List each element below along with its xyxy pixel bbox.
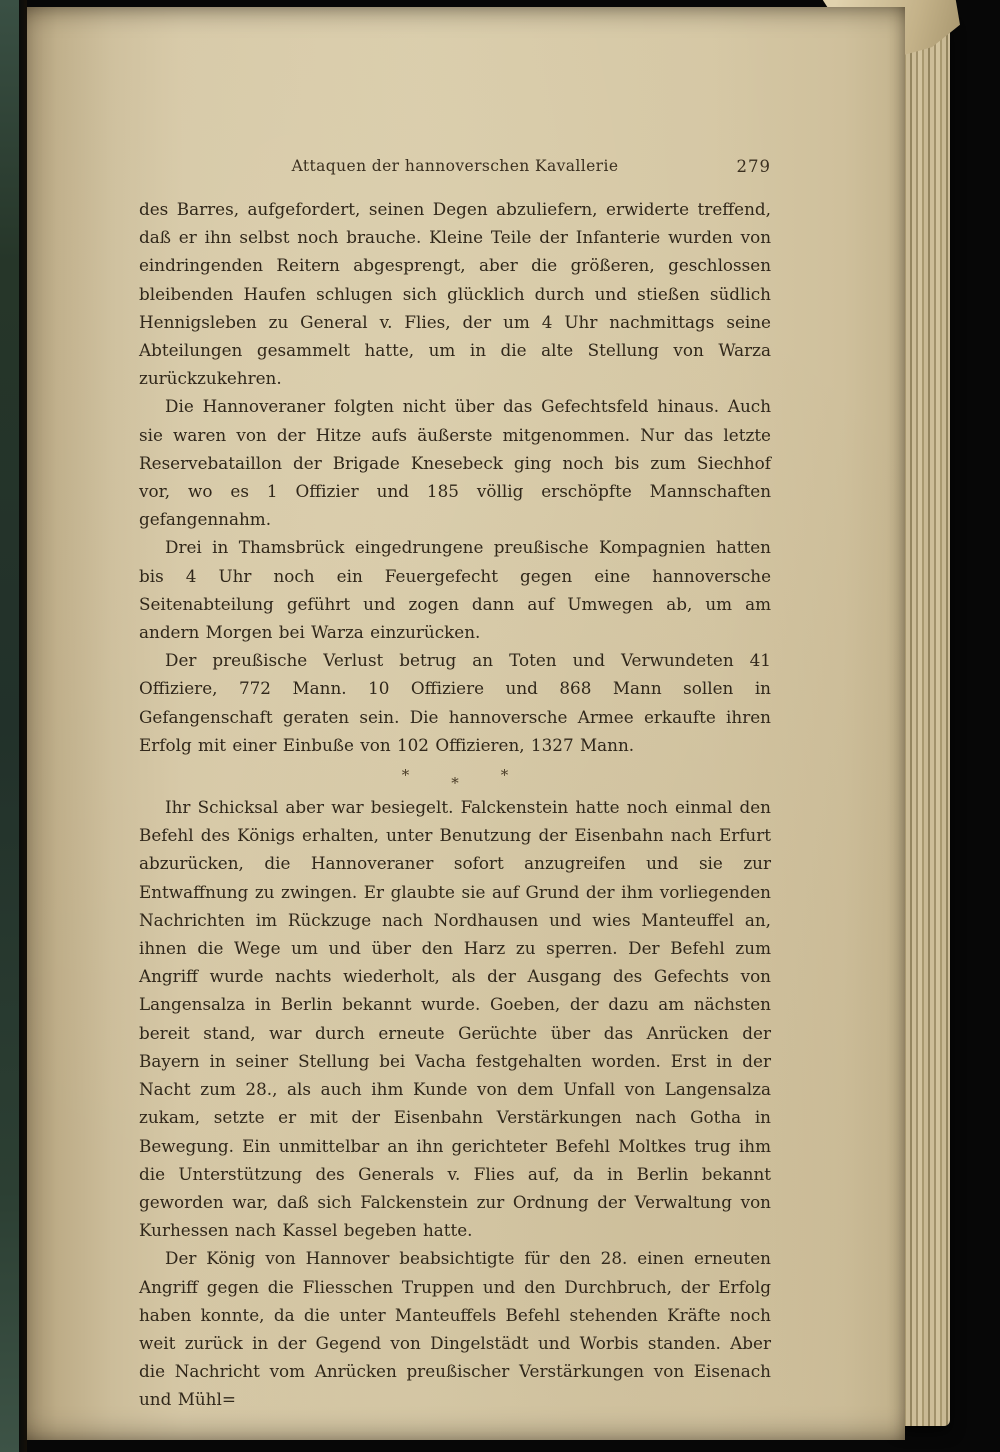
body-text (139, 195, 771, 1414)
paragraph: Die Hannoveraner folgten nicht über das Gefechtsfeld hinaus. Auch sie waren von der Hitze aufs äußerste mitgenommen. Nur das letzte Reservebataillon der Brigade Knesebeck ging noch bis zum Siechhof vor, wo es 1 Offizier und 185 völlig erschöpfte Mannschaften gefangennahm. (139, 396, 771, 530)
paper-sheet (27, 7, 905, 1440)
asterisk: * (401, 766, 410, 785)
running-header (139, 157, 771, 181)
paragraph: Der König von Hannover beabsichtigte für den 28. einen erneuten Angriff gegen die Fliesschen Truppen und den Durchbruch, der Erfolg haben konnte, da die unter Manteuffels Befehl stehenden Kräfte noch weit zurück in der Gegend von Dingelstädt und Worbis standen. Aber die Nachricht vom Anrücken preußischer Verstärkungen von Eisenach und Mühl= (139, 1248, 771, 1410)
asterisk: * (451, 774, 459, 793)
paragraph: Drei in Thamsbrück eingedrungene preußische Kompagnien hatten bis 4 Uhr noch ein Feuergefecht gegen eine hannoversche Seitenabteilung geführt und zogen dann auf Umwegen ab, um am andern Morgen bei Warza einzurücken. (139, 537, 771, 643)
page-fore-edge-stack (900, 22, 950, 1426)
asterisk: * (500, 766, 509, 785)
text-column (139, 157, 771, 1414)
book-binding-edge (0, 0, 19, 1452)
running-title: Attaquen der hannoverschen Kavallerie (291, 157, 619, 175)
paragraph: Der preußische Verlust betrug an Toten und Verwundeten 41 Offiziere, 772 Mann. 10 Offiziere und 868 Mann sollen in Gefangenschaft geraten sein. Die hannoversche Armee erkaufte ihren Erfolg mit einer Einbuße von 102 Offizieren, 1327 Mann. (139, 650, 771, 755)
paragraph: des Barres, aufgefordert, seinen Degen abzuliefern, erwiderte treffend, daß er ihn selbst noch brauche. Kleine Teile der Infanterie wurden von eindringenden Reitern abgesprengt, aber die größeren, geschlossen bleibenden Haufen schlugen sich glücklich durch und stießen südlich Hennigsleben zu General v. Flies, der um 4 Uhr nachmittags seine Abteilungen gesammelt hatte, um in die alte Stellung von Warza zurückzukehren. (139, 199, 771, 389)
binding-shadow (19, 0, 27, 1452)
page-number: 279 (736, 157, 771, 176)
paragraph: Ihr Schicksal aber war besiegelt. Falckenstein hatte noch einmal den Befehl des Königs erhalten, unter Benutzung der Eisenbahn nach Erfurt abzurücken, die Hannoveraner sofort anzugreifen und sie zur Entwaffnung zu zwingen. Er glaubte sie auf Grund der ihm vorliegenden Nachrichten im Rückzuge nach Nordhausen und wies Manteuffel an, ihnen die Wege um und über den Harz zu sperren. Der Befehl zum Angriff wurde nachts wiederholt, als der Ausgang des Gefechts von Langensalza in Berlin bekannt wurde. Goeben, der dazu am nächsten bereit stand, war durch erneute Gerüchte über das Anrücken der Bayern in seiner Stellung bei Vacha festgehalten worden. Erst in der Nacht zum 28., als auch ihm Kunde von dem Unfall von Langensalza zukam, setzte er mit der Eisenbahn Verstärkungen nach Gotha in Bewegung. Ein unmittelbar an ihn gerichteter Befehl Moltkes trug ihm die Unterstützung des Generals v. Flies auf, da in Berlin bekannt geworden war, daß sich Falckenstein zur Ordnung der Verwaltung von Kurhessen nach Kassel begeben hatte. (139, 797, 771, 1241)
section-separator (139, 761, 771, 791)
